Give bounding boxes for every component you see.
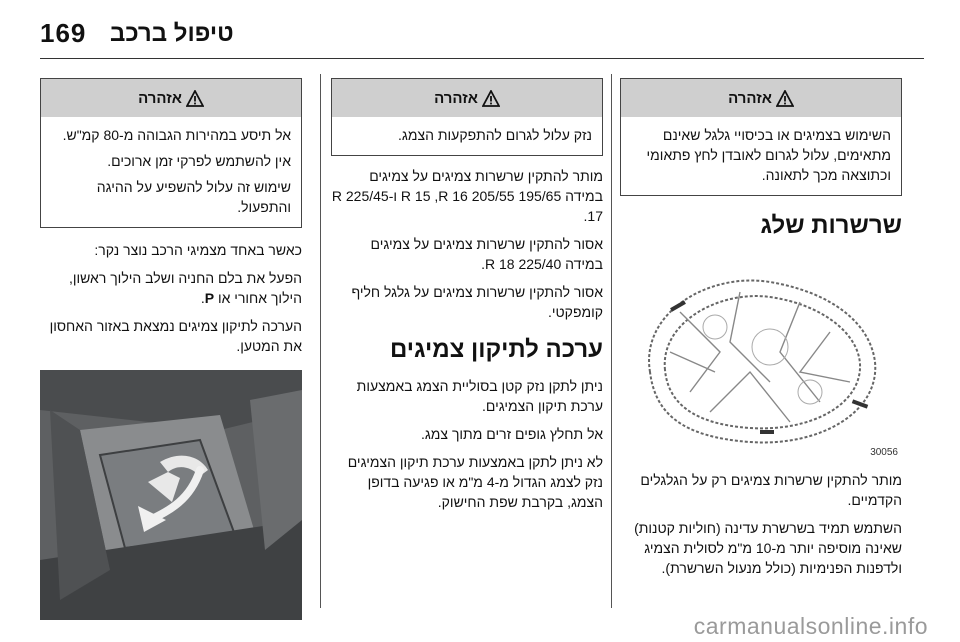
header-rule <box>40 58 924 59</box>
warning-box <box>620 78 902 196</box>
warning-header <box>621 79 901 117</box>
left-column <box>40 78 302 620</box>
watermark: carmanualsonline.info <box>693 613 928 639</box>
middle-column <box>331 78 603 520</box>
column-divider <box>320 74 321 608</box>
paragraph: מותר להתקין שרשרות צמיגים רק על הגלגלים הקדמיים. <box>640 472 902 508</box>
trunk-storage-photo <box>40 370 302 620</box>
right-column <box>620 78 902 586</box>
column-divider <box>611 74 612 608</box>
warning-header <box>41 79 301 117</box>
paragraph: אסור להתקין שרשרות צמיגים על גלגל חליף קומפקטי. <box>351 284 603 320</box>
paragraph: אל תחלץ גופים זרים מתוך צמג. <box>421 426 603 442</box>
paragraph: אסור להתקין שרשרות צמיגים על צמיגים במידה 225/40 R 18. <box>370 236 603 272</box>
section-title: טיפול ברכב <box>110 20 234 47</box>
warning-text: אל תיסע במהירות הגבוהה מ-80 קמ"ש. אין להשתמש לפרקי זמן ארוכים. שימוש זה עלול להשפיע על ההיגה והתפעול. <box>62 127 291 215</box>
paragraph: הערכה לתיקון צמיגים נמצאת באזור האחסון את המטען. <box>49 318 302 354</box>
paragraph: השתמש תמיד בשרשרת עדינה (חוליות קטנות) שאינה מוסיפה יותר מ-10 מ"מ לסולית הצמיג ולדפנות הפנימיות (כולל מנעול השרשרת). <box>634 520 902 576</box>
figure-number: 30056 <box>870 447 898 458</box>
warning-box <box>331 78 603 156</box>
heading-tyre-repair-kit: ערכה לתיקון צמיגים <box>389 336 603 363</box>
paragraph: מותר להתקין שרשרות צמיגים על צמיגים במידה 195/65 R 15 ,R 16 205/55 ו-225/45 R 17. <box>331 168 603 224</box>
page-header <box>0 18 960 54</box>
warning-icon <box>776 90 794 107</box>
warning-label: אזהרה <box>728 89 772 107</box>
warning-label: אזהרה <box>434 89 478 107</box>
page-number: 169 <box>40 18 87 48</box>
warning-icon <box>186 90 204 107</box>
warning-icon <box>482 90 500 107</box>
paragraph: כאשר באחד מצמיגי הרכב נוצר נקר: <box>94 242 302 258</box>
paragraph: לא ניתן לתקן באמצעות ערכת תיקון הצמיגים נזק לצמג הגדול מ-4 מ"מ או פגיעה בדופן הצמג, בקרבת שפת החישוק. <box>347 454 603 510</box>
heading-snow-chains: שרשרות שלג <box>760 212 902 239</box>
warning-text: השימוש בצמיגים או בכיסויי גלגל שאינם מתאימים, עלול לגרום לאובדן לחץ פתאומי וכתוצאה מכך לתאונה. <box>646 127 891 183</box>
warning-label: אזהרה <box>138 89 182 107</box>
paragraph: ניתן לתקן נזק קטן בסוליית הצמג באמצעות ערכת תיקון הצמיגים. <box>356 378 603 414</box>
warning-box <box>40 78 302 228</box>
paragraph: הפעל את בלם החניה ושלב הילוך ראשון, הילוך אחורי או P. <box>68 270 302 306</box>
warning-text: נזק עלול לגרום להתפקעות הצמג. <box>398 127 592 143</box>
snow-chains-illustration <box>620 252 902 460</box>
warning-header <box>332 79 602 117</box>
